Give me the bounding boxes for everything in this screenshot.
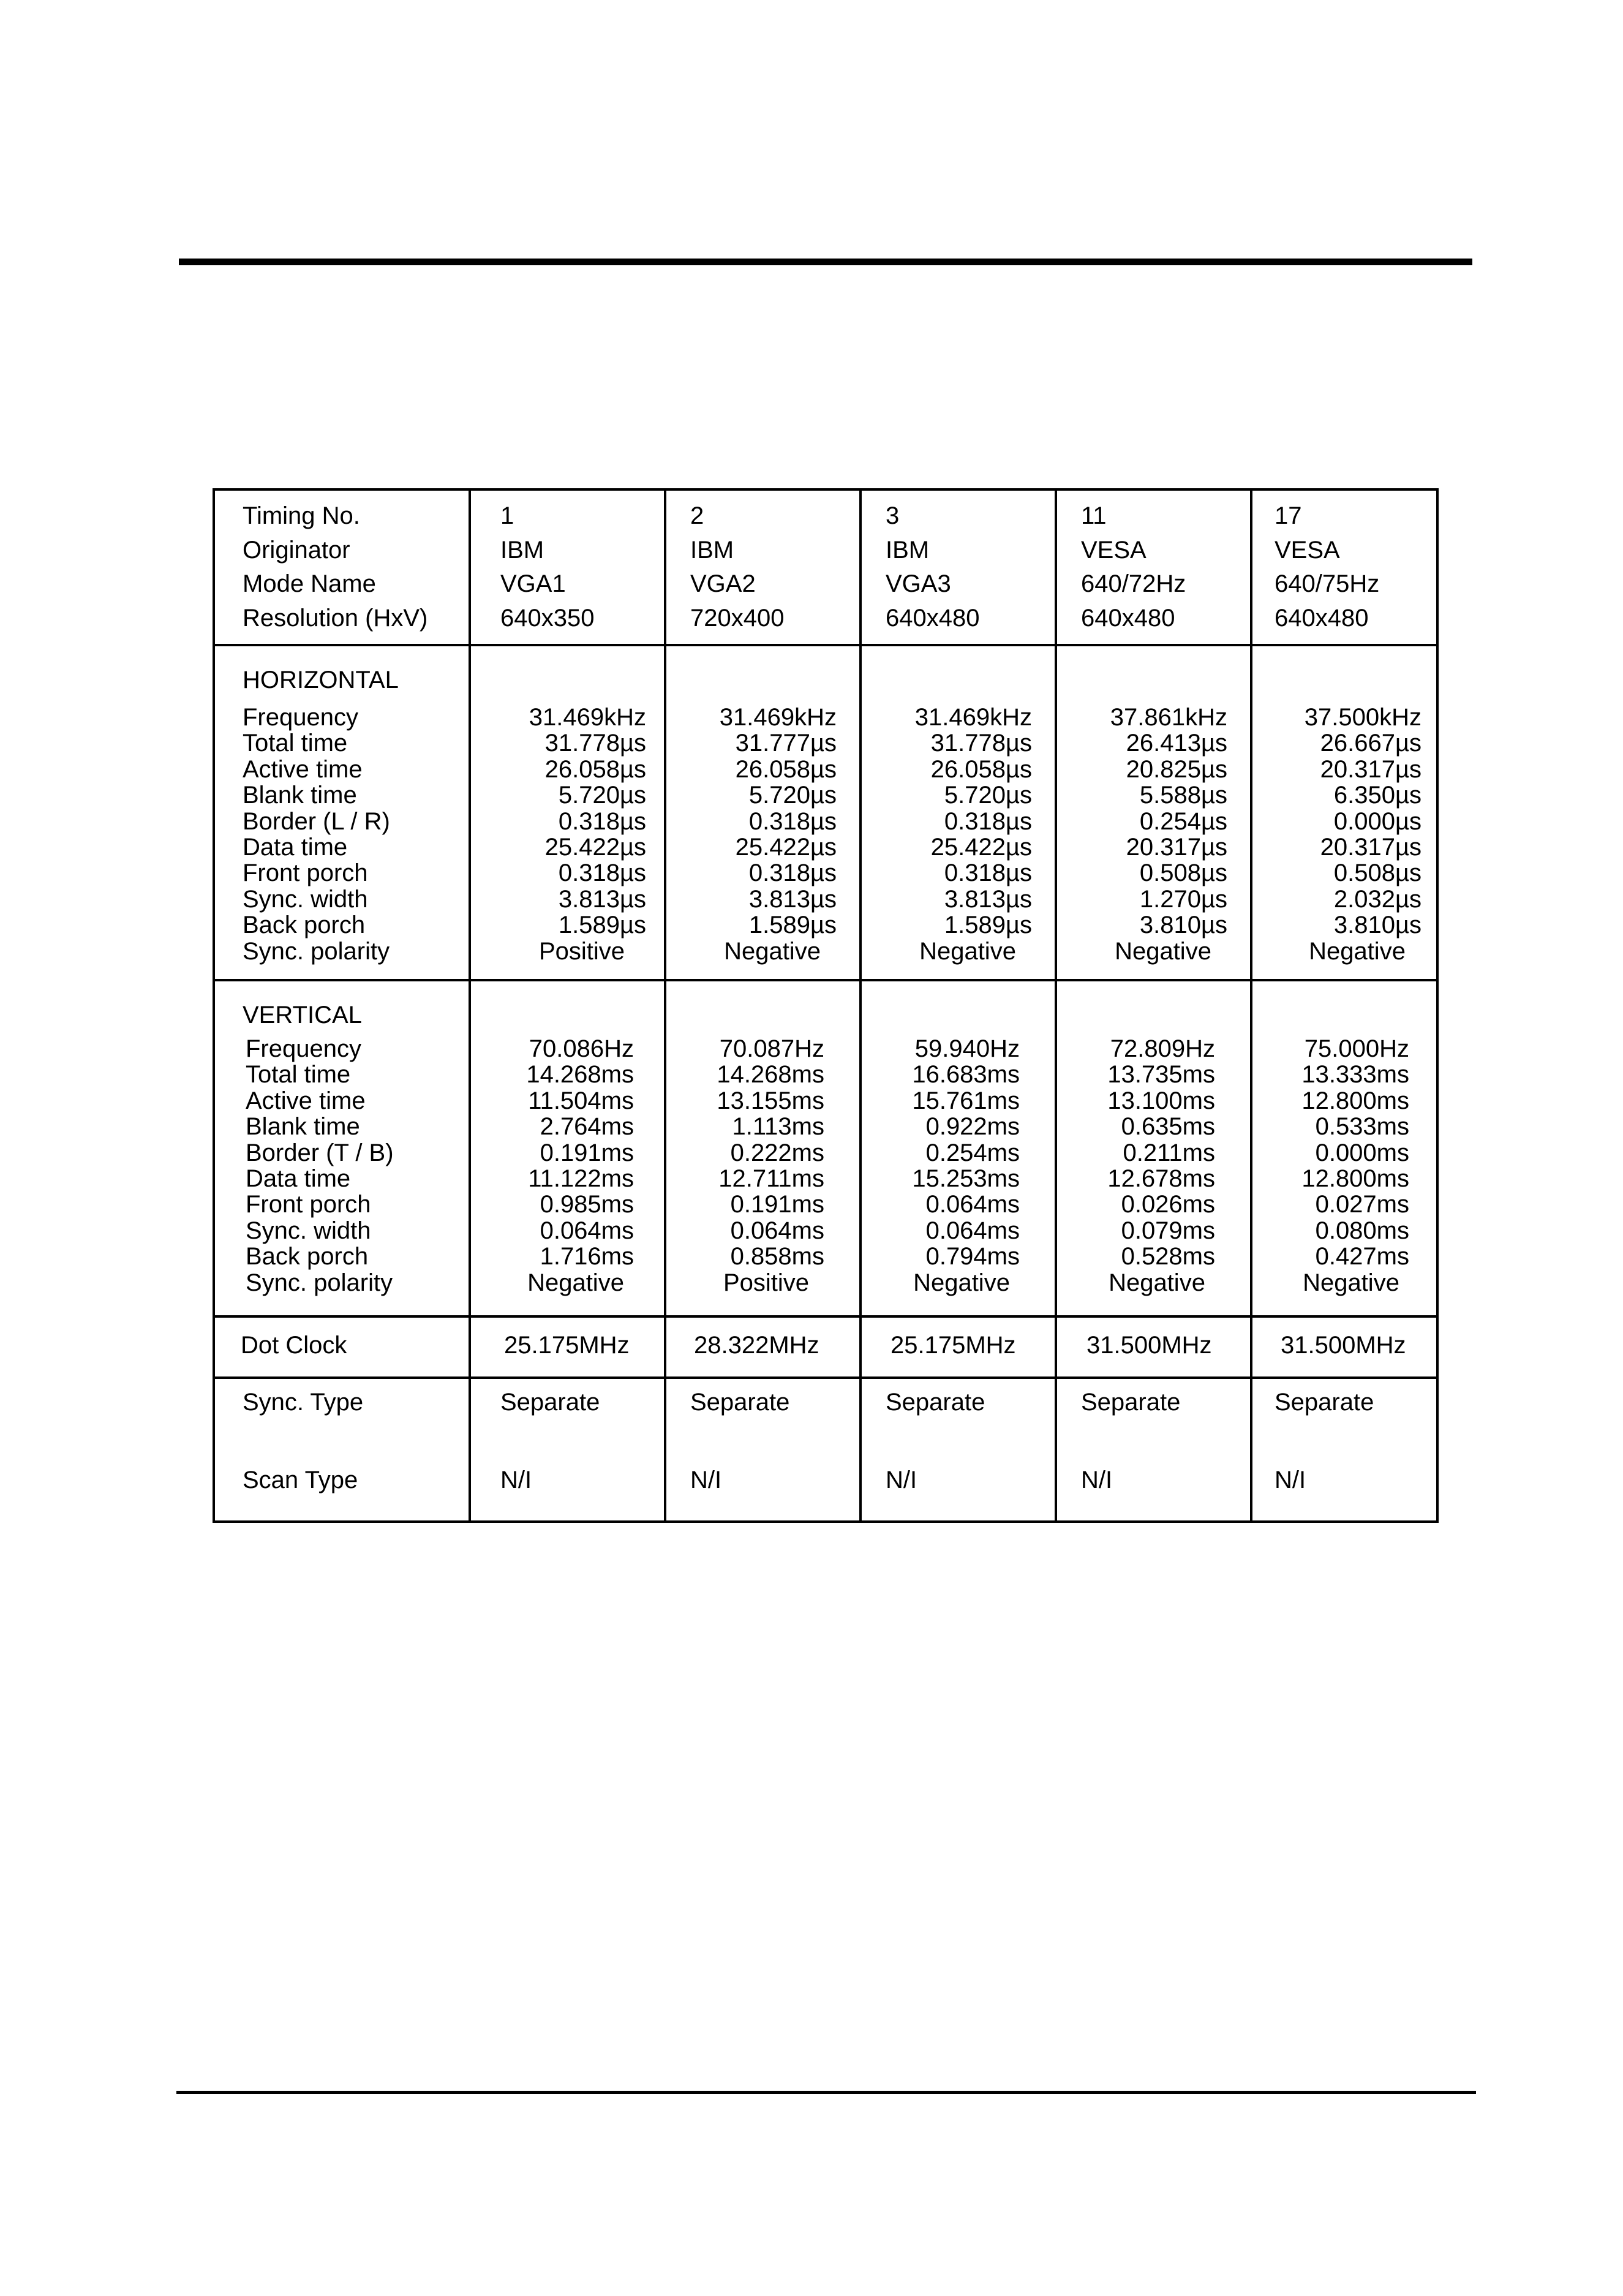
vertical-section-title: VERTICAL [243, 1002, 362, 1029]
h-frequency: 31.469kHz [719, 704, 837, 731]
column-3-header [886, 499, 979, 635]
dot-clock: 25.175MHz [891, 1332, 1016, 1359]
h-total-time: 31.778µs [930, 730, 1032, 757]
h-back-porch: 1.589µs [944, 912, 1032, 939]
h-frequency: 37.500kHz [1304, 704, 1422, 731]
column-4-vertical [1099, 1036, 1215, 1296]
h-sync-polarity: Negative [1115, 937, 1211, 965]
v-total-time: 14.268ms [526, 1061, 634, 1089]
row-divider [215, 1315, 1436, 1318]
sync-type-label: Sync. Type [243, 1389, 364, 1416]
horizontal-label-list [243, 704, 390, 964]
h-sync-width: 3.813µs [944, 885, 1032, 913]
v-front-porch: 0.064ms [925, 1191, 1020, 1218]
h-back-porch: 3.810µs [1333, 912, 1422, 939]
sync-type: Separate [1275, 1389, 1374, 1416]
v-back-porch: 0.794ms [925, 1243, 1020, 1271]
mode-name: VGA1 [500, 570, 566, 597]
h-blank-time: 6.350µs [1333, 782, 1422, 809]
v-sync-width: 0.079ms [1121, 1217, 1215, 1244]
mode-name: 640/72Hz [1081, 570, 1186, 597]
v-active-time-label: Active time [246, 1087, 366, 1114]
h-active-time: 26.058µs [735, 755, 837, 783]
dot-clock: 31.500MHz [1281, 1332, 1406, 1359]
h-border: 0.254µs [1139, 807, 1227, 835]
v-sync-width: 0.080ms [1315, 1217, 1409, 1244]
column-5-header [1275, 499, 1379, 635]
h-front-porch: 0.318µs [944, 859, 1032, 887]
h-frequency-label: Frequency [243, 704, 358, 731]
h-sync-width: 2.032µs [1333, 885, 1422, 913]
h-front-porch: 0.318µs [748, 859, 837, 887]
originator: VESA [1275, 536, 1340, 564]
dot-clock: 28.322MHz [694, 1332, 819, 1359]
v-front-porch: 0.026ms [1121, 1191, 1215, 1218]
h-blank-time: 5.720µs [748, 782, 837, 809]
h-total-time: 26.667µs [1320, 730, 1422, 757]
timing-no: 17 [1275, 502, 1302, 529]
h-sync-width: 3.813µs [748, 885, 837, 913]
v-border: 0.222ms [730, 1139, 824, 1166]
v-data-time: 12.711ms [718, 1165, 824, 1193]
timing-no: 2 [690, 502, 704, 529]
v-total-time: 13.333ms [1301, 1061, 1409, 1089]
timing-no: 11 [1081, 502, 1107, 529]
h-total-time: 31.777µs [735, 730, 837, 757]
v-frequency: 70.087Hz [719, 1035, 824, 1062]
horizontal-section-title: HORIZONTAL [243, 667, 399, 693]
h-front-porch: 0.508µs [1333, 859, 1422, 887]
h-border: 0.318µs [748, 807, 837, 835]
v-active-time: 11.504ms [528, 1087, 634, 1114]
v-front-porch: 0.191ms [730, 1191, 824, 1218]
v-data-time: 12.800ms [1301, 1165, 1409, 1193]
h-sync-polarity: Negative [724, 937, 821, 965]
h-total-time-label: Total time [243, 730, 348, 757]
h-active-time: 20.825µs [1126, 755, 1227, 783]
sync-type: Separate [886, 1389, 985, 1416]
mode-name: VGA3 [886, 570, 951, 597]
v-data-time-label: Data time [246, 1165, 351, 1193]
v-border: 0.191ms [540, 1139, 634, 1166]
v-total-time: 13.735ms [1107, 1061, 1215, 1089]
top-rule [179, 259, 1472, 265]
h-blank-time: 5.588µs [1139, 782, 1227, 809]
v-back-porch: 0.858ms [730, 1243, 824, 1271]
h-total-time: 26.413µs [1126, 730, 1227, 757]
v-border: 0.254ms [925, 1139, 1020, 1166]
h-data-time: 20.317µs [1320, 834, 1422, 861]
dot-clock-label: Dot Clock [241, 1332, 347, 1359]
column-4-header [1081, 499, 1186, 635]
timing-table [213, 488, 1439, 1523]
h-back-porch: 3.810µs [1139, 912, 1227, 939]
h-total-time: 31.778µs [544, 730, 646, 757]
v-blank-time: 0.533ms [1315, 1113, 1409, 1141]
h-sync-polarity: Negative [1309, 937, 1406, 965]
v-back-porch: 0.528ms [1121, 1243, 1215, 1271]
h-sync-polarity: Positive [538, 937, 625, 965]
column-1-vertical [518, 1036, 634, 1296]
scan-type: N/I [886, 1467, 917, 1494]
mode-name: VGA2 [690, 570, 756, 597]
v-total-time: 16.683ms [912, 1061, 1020, 1089]
sync-type: Separate [1081, 1389, 1181, 1416]
column-4-horizontal [1099, 704, 1227, 964]
h-sync-width-label: Sync. width [243, 885, 368, 913]
v-total-time: 14.268ms [717, 1061, 824, 1089]
h-blank-time-label: Blank time [243, 782, 357, 809]
h-blank-time: 5.720µs [558, 782, 646, 809]
h-active-time-label: Active time [243, 755, 363, 783]
mode-name: 640/75Hz [1275, 570, 1380, 597]
timing-no-label: Timing No. [243, 502, 360, 529]
h-frequency: 31.469kHz [914, 704, 1032, 731]
originator: VESA [1081, 536, 1147, 564]
column-1-horizontal [518, 704, 646, 964]
v-frequency: 70.086Hz [529, 1035, 634, 1062]
v-border-label: Border (T / B) [246, 1139, 394, 1166]
v-frequency-label: Frequency [246, 1035, 361, 1062]
v-sync-polarity: Negative [913, 1269, 1010, 1296]
scan-type: N/I [690, 1467, 722, 1494]
v-frequency: 72.809Hz [1110, 1035, 1215, 1062]
column-1-header [500, 499, 594, 635]
h-sync-polarity-label: Sync. polarity [243, 937, 390, 965]
column-5-vertical [1293, 1036, 1409, 1296]
sync-type: Separate [500, 1389, 600, 1416]
v-front-porch: 0.027ms [1315, 1191, 1409, 1218]
v-border: 0.211ms [1123, 1139, 1215, 1166]
h-data-time: 25.422µs [544, 834, 646, 861]
h-data-time-label: Data time [243, 834, 348, 861]
bottom-rule [176, 2091, 1476, 2094]
h-blank-time: 5.720µs [944, 782, 1032, 809]
h-front-porch: 0.318µs [558, 859, 646, 887]
v-frequency: 59.940Hz [914, 1035, 1020, 1062]
v-sync-polarity: Negative [527, 1269, 624, 1296]
v-front-porch-label: Front porch [246, 1191, 371, 1218]
originator-label: Originator [243, 536, 350, 564]
h-data-time: 25.422µs [735, 834, 837, 861]
dot-clock: 25.175MHz [504, 1332, 630, 1359]
column-5-horizontal [1293, 704, 1422, 964]
scan-type: N/I [1081, 1467, 1113, 1494]
v-sync-width: 0.064ms [540, 1217, 634, 1244]
timing-no: 1 [500, 502, 514, 529]
h-frequency: 31.469kHz [529, 704, 646, 731]
v-data-time: 12.678ms [1107, 1165, 1215, 1193]
row-divider [215, 979, 1436, 981]
v-active-time: 13.100ms [1107, 1087, 1215, 1114]
timing-no: 3 [886, 502, 900, 529]
scan-type: N/I [500, 1467, 532, 1494]
originator: IBM [690, 536, 734, 564]
v-blank-time: 1.113ms [732, 1113, 824, 1141]
v-sync-polarity: Negative [1303, 1269, 1399, 1296]
resolution: 640x480 [1081, 604, 1175, 632]
resolution: 640x480 [1275, 604, 1369, 632]
v-blank-time: 0.635ms [1121, 1113, 1215, 1141]
h-sync-width: 1.270µs [1139, 885, 1227, 913]
mode-name-label: Mode Name [243, 570, 376, 597]
h-front-porch-label: Front porch [243, 859, 368, 887]
h-active-time: 20.317µs [1320, 755, 1422, 783]
v-data-time: 15.253ms [912, 1165, 1020, 1193]
h-data-time: 25.422µs [930, 834, 1032, 861]
column-2-horizontal [708, 704, 837, 964]
v-frequency: 75.000Hz [1304, 1035, 1409, 1062]
v-border: 0.000ms [1315, 1139, 1409, 1166]
h-back-porch-label: Back porch [243, 912, 366, 939]
h-border: 0.318µs [558, 807, 646, 835]
v-sync-polarity: Positive [723, 1269, 810, 1296]
originator: IBM [886, 536, 930, 564]
v-sync-width: 0.064ms [730, 1217, 824, 1244]
sync-type: Separate [690, 1389, 790, 1416]
v-blank-time-label: Blank time [246, 1113, 360, 1141]
header-label-list [243, 499, 427, 635]
scan-type: N/I [1275, 1467, 1306, 1494]
h-front-porch: 0.508µs [1139, 859, 1227, 887]
v-active-time: 13.155ms [717, 1087, 824, 1114]
v-back-porch: 1.716ms [540, 1243, 634, 1271]
h-sync-polarity: Negative [919, 937, 1016, 965]
v-sync-width-label: Sync. width [246, 1217, 371, 1244]
h-back-porch: 1.589µs [558, 912, 646, 939]
resolution: 640x480 [886, 604, 980, 632]
scan-type-label: Scan Type [243, 1467, 358, 1494]
originator: IBM [500, 536, 544, 564]
h-back-porch: 1.589µs [748, 912, 837, 939]
h-active-time: 26.058µs [930, 755, 1032, 783]
column-2-vertical [708, 1036, 824, 1296]
row-divider [215, 1376, 1436, 1379]
v-total-time-label: Total time [246, 1061, 351, 1089]
v-sync-width: 0.064ms [925, 1217, 1020, 1244]
v-back-porch: 0.427ms [1315, 1243, 1409, 1271]
row-divider [215, 644, 1436, 646]
h-border-label: Border (L / R) [243, 807, 390, 835]
v-sync-polarity-label: Sync. polarity [246, 1269, 393, 1296]
column-3-horizontal [903, 704, 1032, 964]
v-sync-polarity: Negative [1109, 1269, 1205, 1296]
v-data-time: 11.122ms [528, 1165, 634, 1193]
v-blank-time: 0.922ms [925, 1113, 1020, 1141]
column-2-header [690, 499, 784, 635]
resolution: 720x400 [690, 604, 785, 632]
resolution-label: Resolution (HxV) [243, 604, 428, 632]
v-active-time: 12.800ms [1301, 1087, 1409, 1114]
resolution: 640x350 [500, 604, 595, 632]
v-blank-time: 2.764ms [540, 1113, 634, 1141]
dot-clock: 31.500MHz [1086, 1332, 1212, 1359]
column-3-vertical [903, 1036, 1020, 1296]
h-active-time: 26.058µs [544, 755, 646, 783]
h-border: 0.318µs [944, 807, 1032, 835]
v-front-porch: 0.985ms [540, 1191, 634, 1218]
h-data-time: 20.317µs [1126, 834, 1227, 861]
v-active-time: 15.761ms [912, 1087, 1020, 1114]
h-sync-width: 3.813µs [558, 885, 646, 913]
vertical-label-list [246, 1036, 394, 1296]
h-frequency: 37.861kHz [1110, 704, 1227, 731]
h-border: 0.000µs [1333, 807, 1422, 835]
v-back-porch-label: Back porch [246, 1243, 369, 1271]
